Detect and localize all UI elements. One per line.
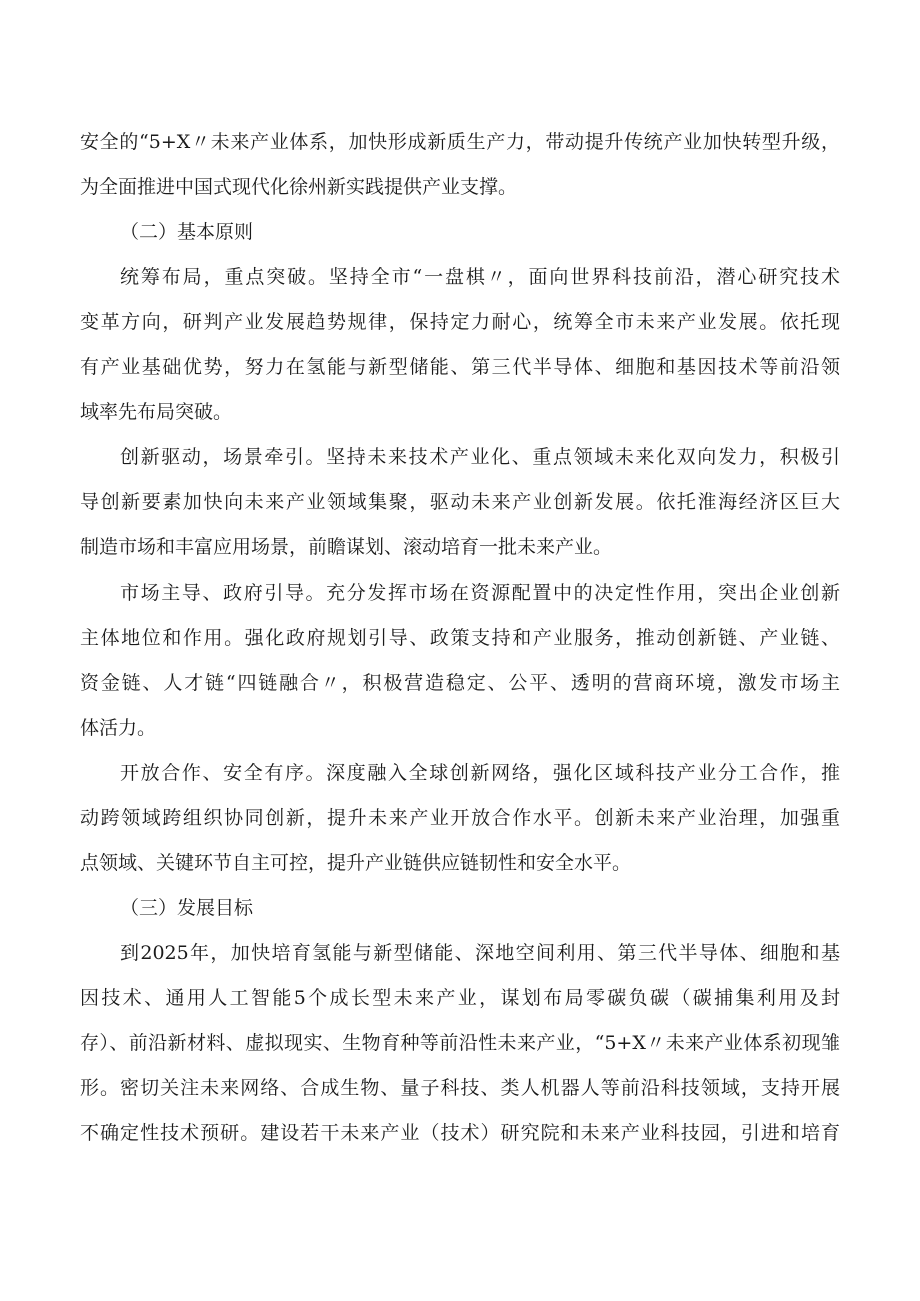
text-line: 形。密切关注未来网络、合成生物、量子科技、类人机器人等前沿科技领域，支持开展 (80, 1077, 840, 1099)
text-line: 变革方向，研判产业发展趋势规律，保持定力耐心，统筹全市未来产业发展。依托现 (80, 311, 840, 333)
text-line: 市场主导、政府引导。充分发挥市场在资源配置中的决定性作用，突出企业创新 (120, 582, 840, 604)
text-line: 为全面推进中国式现代化徐州新实践提供产业支撑。 (80, 176, 518, 198)
text-line: 安全的“5+X〃未来产业体系，加快形成新质生产力，带动提升传统产业加快转型升级， (80, 131, 840, 153)
section-heading: （三）发展目标 (120, 897, 254, 919)
text-line: 域率先布局突破。 (80, 401, 233, 423)
text-line: 导创新要素加快向未来产业领域集聚，驱动未来产业创新发展。依托淮海经济区巨大 (80, 491, 840, 513)
text-line: 不确定性技术预研。建设若干未来产业（技术）研究院和未来产业科技园，引进和培育 (80, 1122, 840, 1144)
section-heading: （二）基本原则 (120, 221, 254, 243)
text-line: 主体地位和作用。强化政府规划引导、政策支持和产业服务，推动创新链、产业链、 (80, 627, 840, 649)
text-line: 资金链、人才链“四链融合〃，积极营造稳定、公平、透明的营商环境，激发市场主 (80, 672, 840, 694)
text-line: 存）、前沿新材料、虚拟现实、生物育种等前沿性未来产业，“5+X〃未来产业体系初现雏 (80, 1032, 840, 1054)
text-line: 到2025年，加快培育氢能与新型储能、深地空间利用、第三代半导体、细胞和基 (120, 942, 840, 964)
text-line: 动跨领域跨组织协同创新，提升未来产业开放合作水平。创新未来产业治理，加强重 (80, 807, 840, 829)
text-line: 创新驱动，场景牵引。坚持未来技术产业化、重点领域未来化双向发力，积极引 (120, 446, 840, 468)
text-line: 制造市场和丰富应用场景，前瞻谋划、滚动培育一批未来产业。 (80, 536, 613, 558)
text-line: 有产业基础优势，努力在氢能与新型储能、第三代半导体、细胞和基因技术等前沿领 (80, 356, 840, 378)
text-line: 因技术、通用人工智能5个成长型未来产业，谋划布局零碳负碳（碳捕集利用及封 (80, 987, 840, 1009)
text-line: 统筹布局，重点突破。坚持全市“一盘棋〃，面向世界科技前沿，潜心研究技术 (120, 266, 840, 288)
text-line: 体活力。 (80, 717, 157, 739)
text-line: 点领域、关键环节自主可控，提升产业链供应链韧性和安全水平。 (80, 852, 632, 874)
text-line: 开放合作、安全有序。深度融入全球创新网络，强化区域科技产业分工合作，推 (120, 762, 840, 784)
